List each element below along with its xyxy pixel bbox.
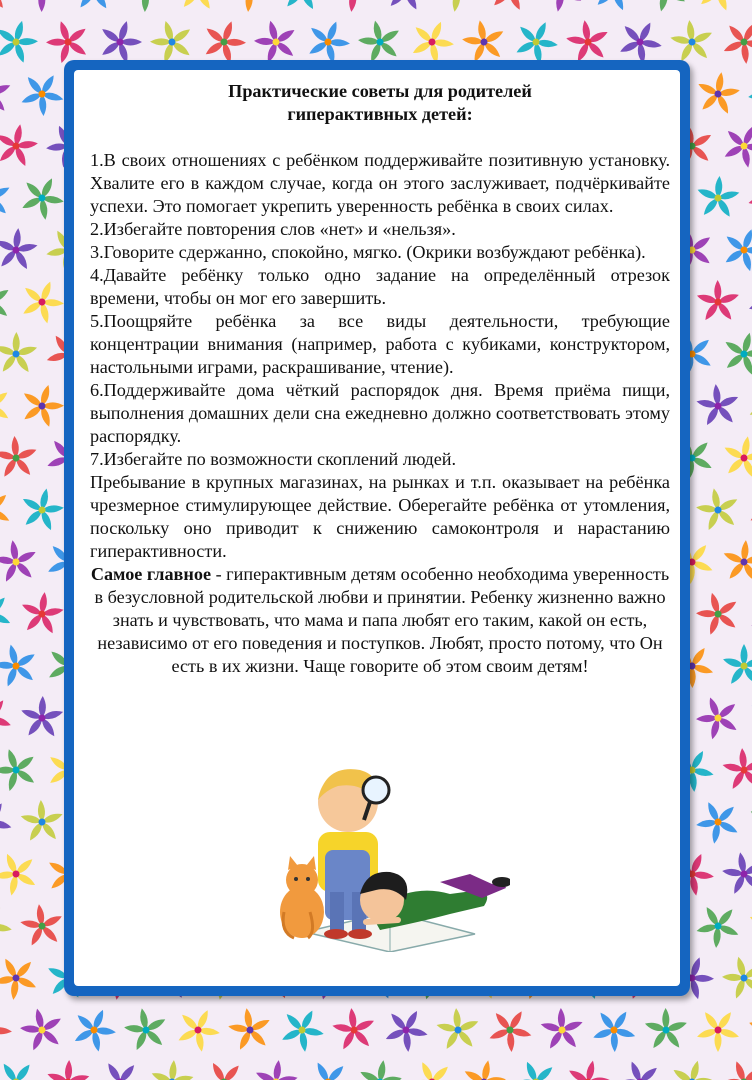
flower-icon <box>170 1001 228 1058</box>
flower-icon <box>19 695 64 738</box>
flower-icon <box>0 739 47 799</box>
flower-icon <box>0 947 47 1008</box>
flower-icon <box>562 1056 614 1080</box>
page-title <box>90 80 670 126</box>
flower-icon <box>689 687 749 748</box>
document-body <box>90 80 670 678</box>
flower-icon <box>0 479 21 540</box>
flower-icon <box>718 327 752 379</box>
flower-icon <box>0 332 38 375</box>
tip-6: 6.Поддерживайте дома чёткий распорядок дня. Время приёма пищи, выполнения домашних дели сна ежедневно должно соответствовать этому распорядку. <box>90 380 670 446</box>
flower-icon <box>220 0 281 19</box>
flower-icon <box>12 0 72 19</box>
flower-icon <box>175 0 222 11</box>
flower-icon <box>481 1000 541 1059</box>
flower-icon <box>0 226 40 272</box>
flower-icon <box>0 375 21 435</box>
tip-3: 3.Говорите сдержанно, спокойно, мягко. (Окрики возбуждают ребёнка). <box>90 242 646 262</box>
flower-icon <box>741 271 752 331</box>
flower-icon <box>715 1051 752 1080</box>
flower-icon <box>485 0 536 13</box>
flower-icon <box>717 741 752 798</box>
flower-icon <box>716 117 752 174</box>
flower-icon <box>18 589 67 636</box>
flower-icon <box>740 167 752 227</box>
flower-icon <box>0 843 47 904</box>
flower-icon <box>741 376 752 435</box>
flower-icon <box>431 1001 487 1058</box>
flower-icon <box>689 999 749 1059</box>
title-line-2: гиперактивных детей: <box>287 104 473 124</box>
flower-icon <box>720 538 752 584</box>
flower-icon <box>90 1051 151 1080</box>
flower-icon <box>0 896 20 953</box>
flower-icon <box>66 1001 123 1057</box>
tip-4: 4.Давайте ребёнку только одно задание на определённый отрезок времени, чтобы он мог его завершить. <box>90 265 670 308</box>
flower-icon <box>278 0 326 12</box>
flower-icon <box>15 379 69 432</box>
flower-icon <box>745 796 752 845</box>
flower-icon <box>16 794 71 850</box>
flower-icon <box>0 1001 19 1056</box>
flower-icon <box>0 583 21 644</box>
flower-icon <box>71 0 116 11</box>
flower-icon <box>536 1002 591 1058</box>
flower-icon <box>13 168 71 225</box>
flower-icon <box>719 433 752 482</box>
flower-icon <box>640 1002 694 1057</box>
flower-icon <box>381 0 430 13</box>
children-illustration <box>270 762 510 952</box>
flower-icon <box>742 481 752 538</box>
flower-icon <box>666 1055 719 1080</box>
flower-icon <box>327 1001 384 1059</box>
flower-icon <box>0 792 20 851</box>
flower-icon <box>0 15 43 67</box>
flower-icon <box>611 1051 671 1080</box>
flower-icon <box>693 69 743 117</box>
flower-icon <box>507 1051 568 1080</box>
flower-icon <box>14 273 70 328</box>
flower-icon <box>148 1058 195 1080</box>
flower-icon <box>740 63 752 124</box>
flower-icon <box>695 175 742 220</box>
flower-icon <box>0 429 45 485</box>
flower-icon <box>0 687 21 747</box>
flower-icon <box>746 902 752 948</box>
flower-icon <box>0 532 46 590</box>
flower-icon <box>298 1051 359 1080</box>
flower-icon <box>588 0 640 14</box>
flower-icon <box>748 1008 752 1051</box>
flower-icon <box>118 1000 176 1059</box>
flower-icon <box>715 948 752 1008</box>
flower-icon <box>690 480 748 539</box>
flower-icon <box>222 1000 279 1058</box>
flower-icon <box>742 586 752 641</box>
flower-icon <box>45 1059 91 1080</box>
title-line-1: Практические советы для родителей <box>228 81 532 101</box>
flower-icon <box>377 1000 436 1058</box>
tip-2: 2.Избегайте повторения слов «нет» и «нельзя». <box>90 219 456 239</box>
flower-icon <box>194 1051 255 1080</box>
closing-paragraph <box>90 563 670 678</box>
flower-icon <box>715 12 752 70</box>
flower-icon <box>355 1057 405 1080</box>
flower-icon <box>0 0 12 10</box>
flower-icon <box>15 897 72 955</box>
tip-7: 7.Избегайте по возможности скоплений людей. <box>90 449 457 469</box>
flower-icon <box>0 65 19 122</box>
flower-icon <box>692 0 745 15</box>
flower-icon <box>691 377 747 434</box>
flower-icon <box>402 1051 463 1080</box>
flower-icon <box>688 895 749 955</box>
flower-icon <box>459 1056 510 1080</box>
flower-icon <box>0 168 20 227</box>
flower-icon <box>0 120 42 169</box>
flower-icon <box>532 0 593 20</box>
tip-7-explanation: Пребывание в крупных магазинах, на рынках и т.п. оказывает на ребёнка чрезмерное стимулирующее действие. Оберегайте ребёнка от утомления, поскольку оно приводит к снижению самоконтроля и нарастанию гиперактивности. <box>90 472 670 561</box>
flower-icon <box>637 0 697 20</box>
flower-icon <box>585 999 645 1058</box>
flower-icon <box>116 0 177 19</box>
flower-icon <box>743 691 752 743</box>
flower-icon <box>688 791 749 852</box>
flower-icon <box>692 274 746 329</box>
flower-icon <box>14 1000 73 1059</box>
flower-icon <box>722 644 752 686</box>
flower-icon <box>252 1057 301 1080</box>
flower-icon <box>0 272 20 332</box>
closing-text: - гиперактивным детям особенно необходима уверенность в безусловной родительской любви и принятии. Ребенку жизненно важно знать и чувствовать, что мама и папа любят его таким, какой он есть, независимо от его поведения и поступков. Любят, просто потому, что Он есть в их жизни. Чаще говорите об этом своим детям! <box>94 564 670 676</box>
flower-icon <box>717 222 752 276</box>
flower-icon <box>741 0 752 20</box>
flower-icon <box>324 0 385 20</box>
flower-icon <box>16 484 68 534</box>
closing-bold: Самое главное <box>90 564 212 584</box>
tip-1: 1.В своих отношениях с ребёнком поддерживайте позитивную установку. Хвалите его в каждом случае, когда он этого заслуживает, подчёркивайте успехи. Это помогает укрепить уверенность ребёнка в своих силах. <box>90 150 670 216</box>
flower-icon <box>0 1051 47 1080</box>
flower-icon <box>0 636 46 696</box>
flower-icon <box>689 583 748 643</box>
flower-icon <box>273 1000 332 1058</box>
tip-5: 5.Поощряйте ребёнка за все виды деятельности, требующие концентрации внимания (например, работа с кубиками, конструктором, настольными играми, раскрашивание, чтение). <box>90 311 670 377</box>
flower-icon <box>716 844 752 903</box>
flower-icon <box>428 0 489 20</box>
